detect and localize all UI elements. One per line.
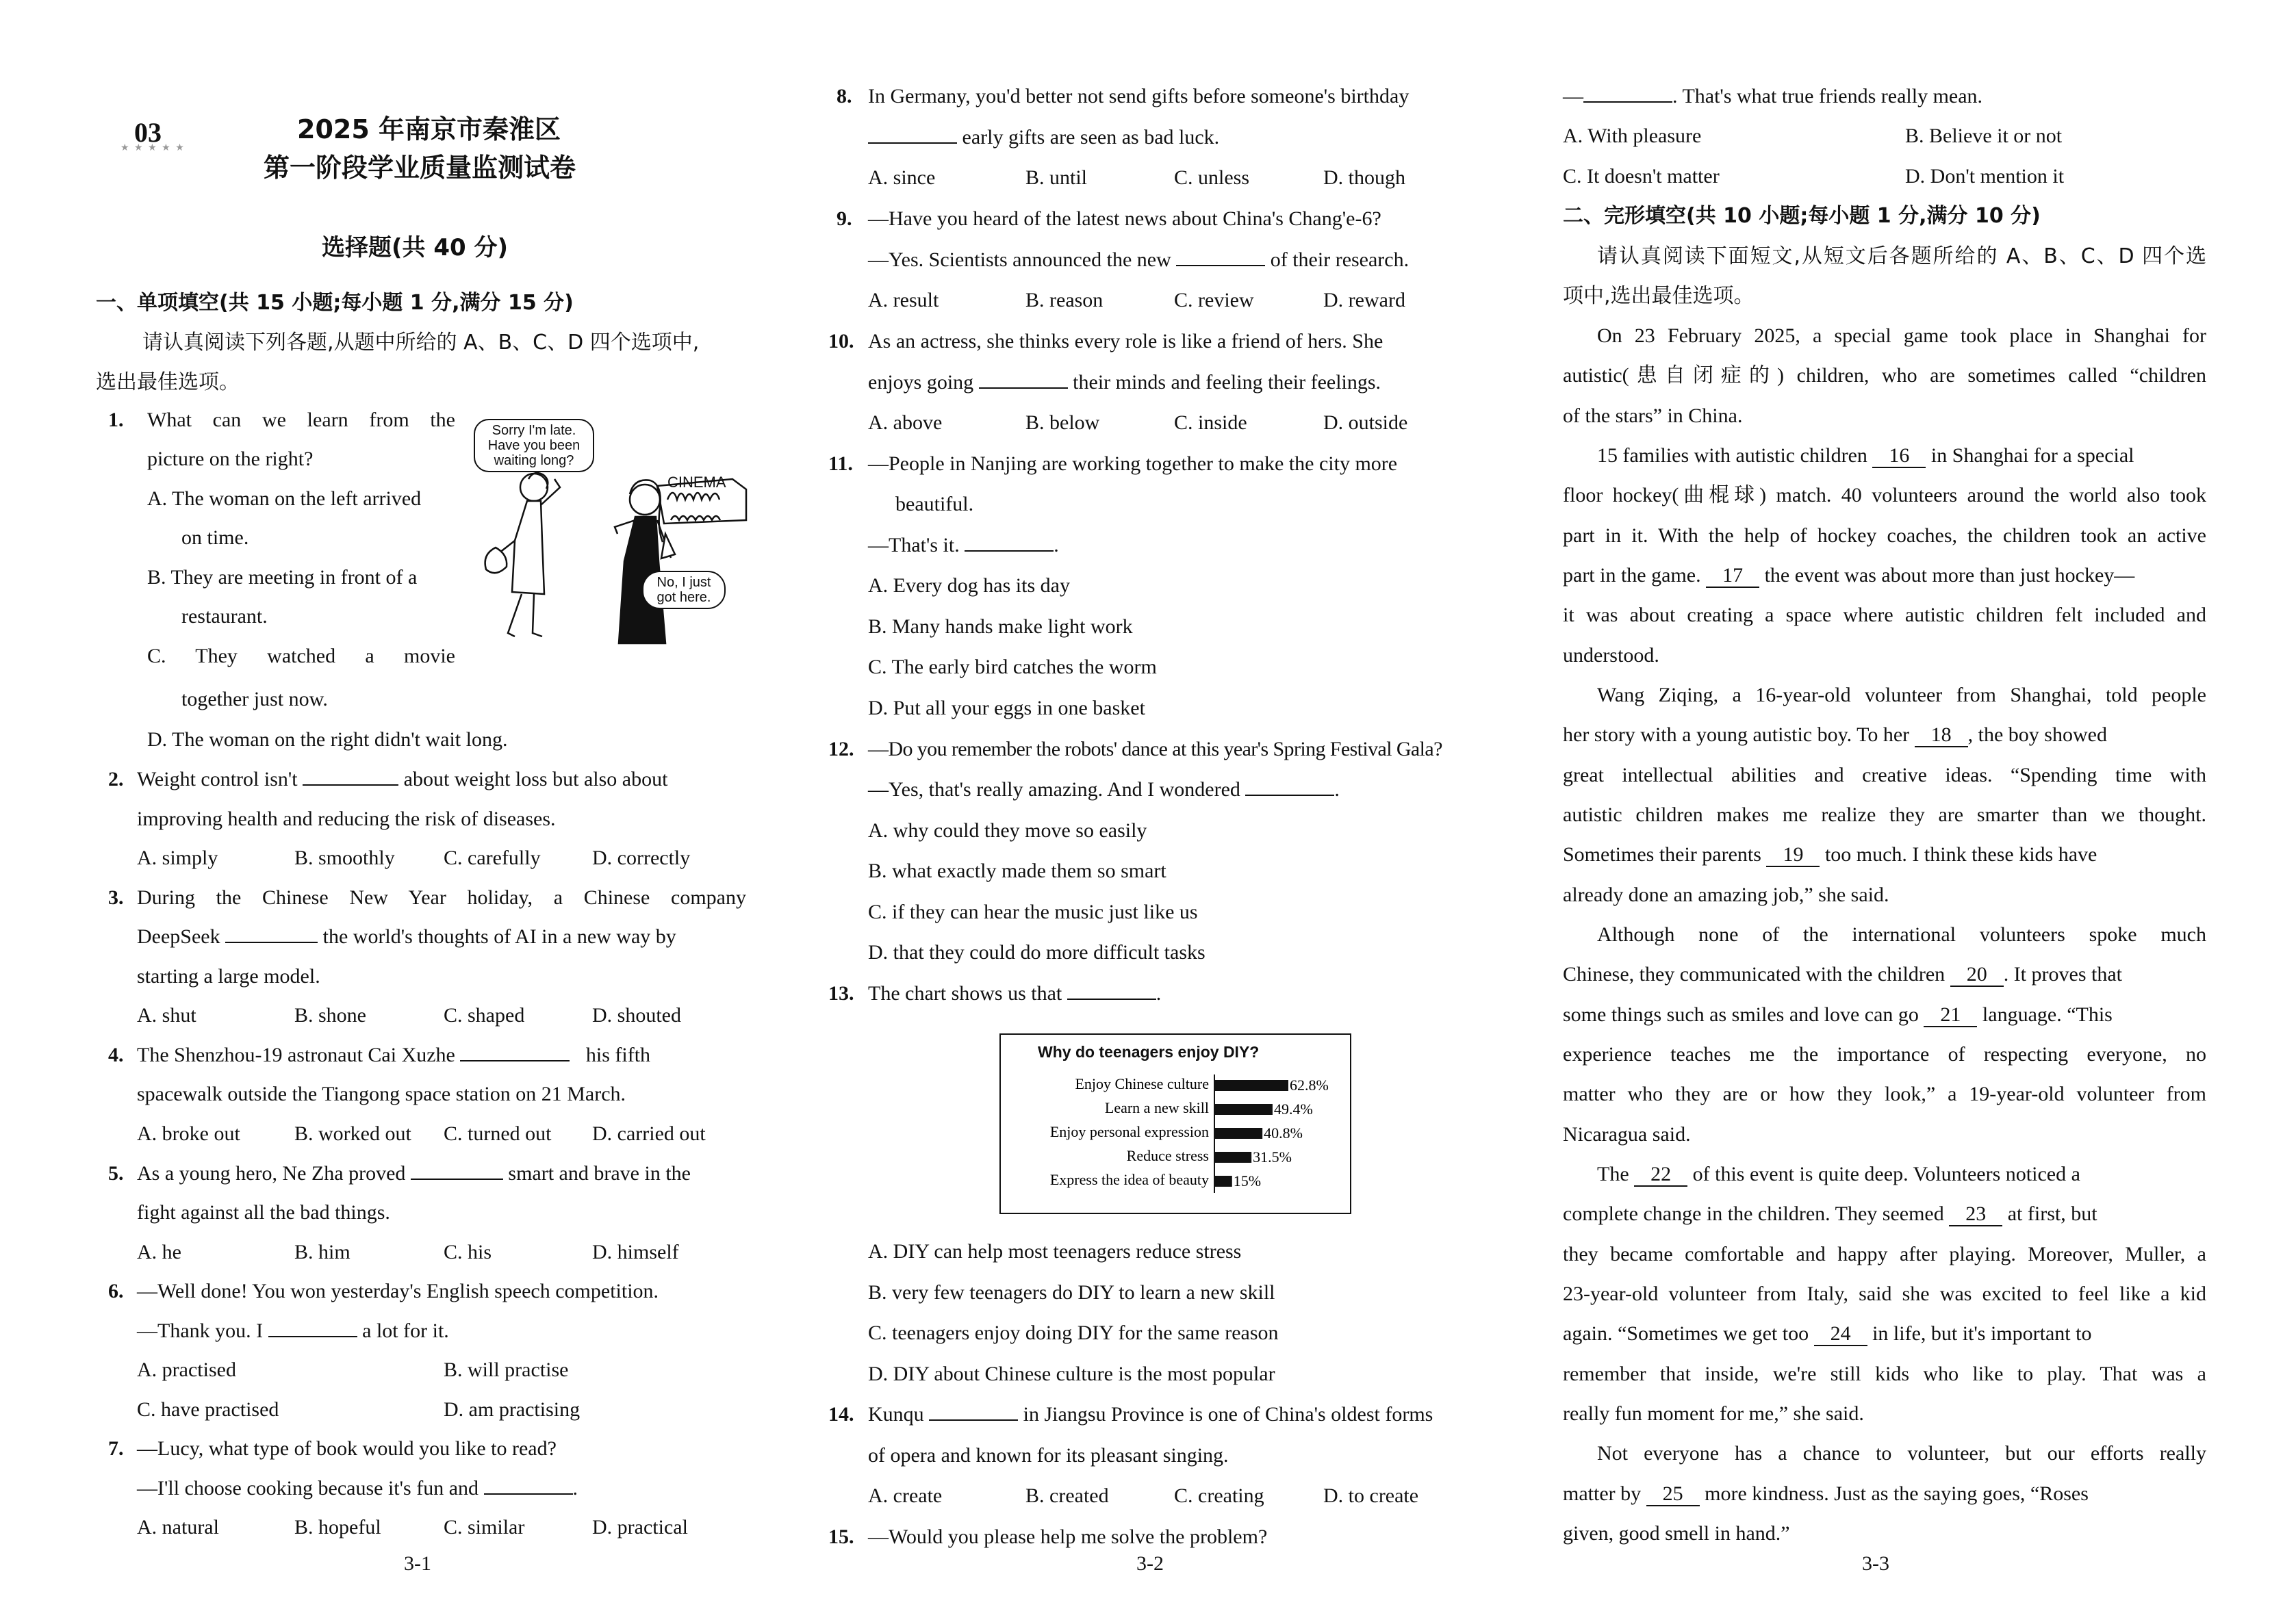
part1-instruction-2: 选出最佳选项。 [96, 370, 240, 394]
option-b[interactable]: B. until [1025, 166, 1088, 189]
blank-25[interactable]: 25 [1646, 1483, 1700, 1506]
option-b[interactable]: B. They are meeting in front of a [147, 566, 418, 589]
passage-line: really fun moment for me,” she said. [1563, 1402, 1864, 1425]
passage-text: more kindness. Just as the saying goes, “Roses [1705, 1482, 2089, 1505]
option-d[interactable]: D. DIY about Chinese culture is the most popular [868, 1363, 1275, 1385]
page-footer-1: 3-1 [404, 1552, 431, 1575]
option-c[interactable]: C. similar [444, 1516, 525, 1539]
option-d[interactable]: D. Put all your eggs in one basket [868, 697, 1145, 719]
blank-22[interactable]: 22 [1634, 1163, 1687, 1187]
option-b[interactable]: B. created [1025, 1484, 1109, 1507]
question-stem [868, 118, 1219, 157]
option-c[interactable]: C. The early bird catches the worm [868, 656, 1157, 678]
question-stem: —Would you please help me solve the problem? [868, 1526, 1268, 1548]
passage-line: given, good smell in hand.” [1563, 1522, 1790, 1545]
passage-line [1563, 955, 2122, 994]
blank-16[interactable]: 16 [1872, 445, 1926, 468]
option-b[interactable]: B. shone [294, 1004, 366, 1027]
passage-text: in Shanghai for a special [1930, 444, 2134, 467]
part1-heading: 一、单项填空(共 15 小题;每小题 1 分,满分 15 分) [96, 291, 574, 315]
chart-bar [1214, 1080, 1288, 1091]
option-a[interactable]: A. natural [137, 1516, 219, 1539]
question-stem: improving health and reducing the risk of diseases. [137, 808, 556, 830]
option-a[interactable]: A. Every dog has its day [868, 574, 1070, 597]
option-d[interactable]: D. carried out [592, 1122, 706, 1145]
passage-line: On 23 February 2025, a special game took place in Shanghai for [1597, 324, 2206, 347]
passage-line: of the stars” in China. [1563, 404, 1743, 427]
passage-line [1563, 715, 2107, 755]
page-title-line2: 第一阶段学业质量监测试卷 [264, 153, 576, 183]
passage-line: Nicaragua said. [1563, 1123, 1691, 1146]
answer-blank[interactable] [225, 924, 318, 943]
passage-line [1563, 995, 2113, 1035]
stem-text: about weight loss but also about [403, 768, 668, 790]
blank-20[interactable]: 20 [1950, 964, 2004, 987]
stem-text: their minds and feeling their feelings. [1073, 371, 1381, 394]
chart-bar [1214, 1152, 1251, 1163]
chart-category-label: Express the idea of beauty [1049, 1171, 1209, 1188]
stem-text: DeepSeek [137, 925, 220, 948]
stem-text: . [1334, 778, 1340, 801]
test-badge: 03 [134, 117, 162, 148]
option-c[interactable]: C. creating [1174, 1484, 1264, 1507]
option-b[interactable]: B. Believe it or not [1905, 125, 2063, 147]
blank-19[interactable]: 19 [1766, 844, 1820, 867]
stem-text: —That's it. [868, 534, 960, 556]
passage-line: great intellectual abilities and creative ideas. “Spending time with [1563, 764, 2206, 786]
stem-text: —Yes, that's really amazing. And I wondered [868, 778, 1240, 801]
stem-text: in Jiangsu Province is one of China's oldest forms [1023, 1403, 1433, 1426]
stem-text: a lot for it. [362, 1320, 449, 1342]
answer-blank[interactable] [268, 1318, 357, 1337]
passage-text: at first, but [2007, 1202, 2097, 1225]
passage-text: the event was about more than just hockey— [1764, 564, 2135, 587]
page-footer-3: 3-3 [1862, 1552, 1889, 1575]
question-number: 1. [108, 409, 124, 431]
question-stem: —Lucy, what type of book would you like to read? [137, 1437, 557, 1460]
stem-text: —Yes. Scientists announced the new [868, 248, 1171, 271]
stem-text: — [1563, 85, 1583, 107]
page-footer-2: 3-2 [1136, 1552, 1164, 1575]
stem-text: the world's thoughts of AI in a new way by [322, 925, 676, 948]
question-stem: beautiful. [895, 493, 974, 515]
answer-blank[interactable] [1245, 777, 1334, 796]
question-number: 12. [828, 738, 854, 760]
option-d[interactable]: D. shouted [592, 1004, 681, 1027]
chart-value-label: 62.8% [1290, 1077, 1329, 1094]
chart-bar [1214, 1176, 1232, 1187]
question-stem: As an actress, she thinks every role is like a friend of hers. She [868, 330, 1383, 352]
passage-text: 15 families with autistic children [1597, 444, 1867, 467]
stem-text: . That's what true friends really mean. [1672, 85, 1983, 107]
option-a[interactable]: A. The woman on the left arrived [147, 487, 422, 510]
option-a[interactable]: A. since [868, 166, 936, 189]
passage-line [1597, 1155, 2080, 1194]
question-stem [137, 1035, 650, 1075]
question-number: 15. [828, 1526, 854, 1548]
option-a[interactable]: A. create [868, 1484, 943, 1507]
part2-heading: 二、完形填空(共 10 小题;每小题 1 分,满分 10 分) [1563, 204, 2041, 228]
question-number: 13. [828, 982, 854, 1005]
blank-23[interactable]: 23 [1949, 1203, 2002, 1226]
question-stem [137, 1469, 578, 1508]
speech-bubble-left: Sorry I'm late. Have you been waiting long? [474, 419, 594, 472]
question-stem [868, 526, 1059, 565]
option-c[interactable]: C. carefully [444, 847, 541, 869]
part2-instruction-2: 项中,选出最佳选项。 [1563, 284, 1755, 308]
passage-text: too much. I think these kids have [1824, 843, 2097, 866]
option-c[interactable]: C. turned out [444, 1122, 552, 1145]
option-c[interactable]: C. shaped [444, 1004, 525, 1027]
option-d[interactable]: D. though [1323, 166, 1405, 189]
passage-line: it was about creating a space where autistic children felt included and [1563, 604, 2206, 626]
option-d[interactable]: D. outside [1323, 411, 1408, 434]
chart-category-label: Learn a new skill [1104, 1099, 1209, 1116]
passage-line: Wang Ziqing, a 16-year-old volunteer from Shanghai, told people [1597, 684, 2206, 706]
question-number: 5. [108, 1162, 124, 1185]
question-number: 11. [828, 452, 853, 475]
stem-text: early gifts are seen as bad luck. [962, 126, 1220, 149]
stem-text: . [1054, 534, 1059, 556]
chart-plot-area [1001, 1035, 1347, 1210]
question-stem: —Have you heard of the latest news about China's Chang'e-6? [868, 207, 1381, 230]
option-b[interactable]: B. below [1025, 411, 1100, 434]
answer-blank[interactable] [484, 1476, 573, 1495]
blank-17[interactable]: 17 [1706, 565, 1759, 588]
question-stem: During the Chinese New Year holiday, a Chinese company [137, 886, 746, 909]
answer-blank[interactable] [868, 125, 957, 144]
option-d[interactable]: D. correctly [592, 847, 691, 869]
option-b[interactable]: B. reason [1025, 289, 1104, 311]
question-stem [1563, 77, 1982, 116]
stem-text: enjoys going [868, 371, 974, 394]
question-number: 9. [837, 207, 852, 230]
option-d[interactable]: D. Don't mention it [1905, 165, 2065, 188]
option-a[interactable]: A. practised [137, 1359, 236, 1381]
passage-text: her story with a young autistic boy. To her [1563, 723, 1910, 746]
question-stem [868, 770, 1340, 810]
answer-blank[interactable] [1067, 981, 1156, 1000]
passage-line: floor hockey(曲棍球) match. 40 volunteers around the world also took [1563, 484, 2206, 506]
stem-text: . [572, 1477, 578, 1499]
passage-line: matter who they are or how they look,” a 19-year-old volunteer from [1563, 1083, 2206, 1105]
passage-text: Sometimes their parents [1563, 843, 1761, 866]
option-c[interactable]: C. have practised [137, 1398, 279, 1421]
question-stem [137, 917, 676, 957]
option-a[interactable]: A. result [868, 289, 939, 311]
question-stem [868, 240, 1409, 280]
passage-text: some things such as smiles and love can go [1563, 1003, 1919, 1026]
chart-value-label: 40.8% [1264, 1124, 1303, 1142]
passage-text: complete change in the children. They seemed [1563, 1202, 1944, 1225]
stem-text: Kunqu [868, 1403, 924, 1426]
passage-line: autistic(患自闭症的) children, who are sometimes called “children [1563, 364, 2206, 387]
passage-line [1597, 436, 2134, 476]
question-stem [868, 974, 1161, 1014]
passage-line [1563, 1474, 2089, 1514]
option-a[interactable]: A. shut [137, 1004, 196, 1027]
option-a[interactable]: A. above [868, 411, 943, 434]
option-c[interactable]: C. It doesn't matter [1563, 165, 1720, 188]
stem-text: of their research. [1270, 248, 1410, 271]
blank-21[interactable]: 21 [1924, 1004, 1977, 1027]
question-stem [137, 760, 667, 799]
passage-line [1563, 1194, 2097, 1234]
option-c-cont: together just now. [181, 688, 328, 710]
option-a[interactable]: A. With pleasure [1563, 125, 1702, 147]
passage-line: they became comfortable and happy after playing. Moreover, Muller, a [1563, 1243, 2206, 1265]
option-b[interactable]: B. hopeful [294, 1516, 381, 1539]
question-stem: starting a large model. [137, 965, 320, 988]
passage-text: The [1597, 1163, 1629, 1185]
option-a[interactable]: A. DIY can help most teenagers reduce stress [868, 1240, 1242, 1263]
option-c[interactable]: C. teenagers enjoy doing DIY for the same reason [868, 1322, 1279, 1344]
question-number: 3. [108, 886, 124, 909]
option-b-cont: restaurant. [181, 605, 268, 628]
passage-line [1563, 1314, 2091, 1354]
stem-text: The chart shows us that [868, 982, 1062, 1005]
passage-line: 23-year-old volunteer from Italy, said she was excited to feel like a kid [1563, 1283, 2206, 1305]
answer-blank[interactable] [1583, 83, 1672, 103]
stem-text: The Shenzhou-19 astronaut Cai Xuzhe [137, 1044, 455, 1066]
option-b[interactable]: B. what exactly made them so smart [868, 860, 1166, 882]
chart-value-label: 31.5% [1253, 1148, 1292, 1166]
passage-text: of this event is quite deep. Volunteers noticed a [1692, 1163, 2080, 1185]
passage-line: Although none of the international volunteers spoke much [1597, 923, 2206, 946]
chart-bar [1214, 1104, 1273, 1115]
answer-blank[interactable] [979, 370, 1068, 389]
question-stem: —Well done! You won yesterday's English speech competition. [137, 1280, 659, 1302]
answer-blank[interactable] [303, 767, 398, 786]
question-number: 7. [108, 1437, 124, 1460]
option-c[interactable]: C. inside [1174, 411, 1247, 434]
passage-text: Chinese, they communicated with the children [1563, 963, 1946, 986]
passage-text: . It proves that [2003, 963, 2122, 986]
option-c[interactable]: C. his [444, 1241, 492, 1263]
option-c[interactable]: C. They watched a movie [147, 645, 455, 667]
part1-instruction: 请认真阅读下列各题,从题中所给的 A、B、C、D 四个选项中, [142, 331, 700, 355]
option-c[interactable]: C. if they can hear the music just like us [868, 901, 1198, 923]
question-stem [868, 363, 1381, 402]
question-stem: What can we learn from the [147, 409, 455, 431]
question-stem [137, 1154, 691, 1194]
question-number: 14. [828, 1403, 854, 1426]
option-b[interactable]: B. Many hands make light work [868, 615, 1133, 638]
chart-bar [1214, 1128, 1262, 1139]
stem-text: —Thank you. I [137, 1320, 264, 1342]
chart-value-label: 15% [1233, 1172, 1262, 1189]
passage-text: part in the game. [1563, 564, 1701, 587]
cartoon-illustration [465, 411, 753, 647]
badge-stars-decoration: ★ ★ ★ ★ ★ [120, 143, 186, 153]
stem-text: As a young hero, Ne Zha proved [137, 1162, 406, 1185]
option-d[interactable]: D. The woman on the right didn't wait long. [147, 728, 508, 751]
chart-value-label: 49.4% [1273, 1100, 1313, 1118]
option-a-cont: on time. [181, 526, 249, 549]
question-number: 2. [108, 768, 124, 790]
passage-line: understood. [1563, 644, 1659, 667]
question-number: 6. [108, 1280, 124, 1302]
option-a[interactable]: A. broke out [137, 1122, 240, 1145]
option-d[interactable]: D. that they could do more difficult tasks [868, 941, 1206, 964]
passage-text: , the boy showed [1967, 723, 2107, 746]
blank-24[interactable]: 24 [1814, 1323, 1867, 1346]
cinema-sign: CINEMA [667, 474, 726, 491]
question-stem: In Germany, you'd better not send gifts before someone's birthday [868, 85, 1410, 107]
answer-blank[interactable] [1176, 247, 1265, 266]
question-stem: spacewalk outside the Tiangong space station on 21 March. [137, 1083, 626, 1105]
chart-category-label: Reduce stress [1126, 1147, 1209, 1164]
passage-text: in life, but it's important to [1872, 1322, 2092, 1345]
passage-text: matter by [1563, 1482, 1642, 1505]
question-number: 4. [108, 1044, 124, 1066]
option-b[interactable]: B. worked out [294, 1122, 411, 1145]
question-stem: of opera and known for its pleasant singing. [868, 1444, 1229, 1467]
option-d[interactable]: D. reward [1323, 289, 1405, 311]
answer-blank[interactable] [460, 1042, 570, 1061]
passage-line: Not everyone has a chance to volunteer, but our efforts really [1597, 1442, 2206, 1465]
chart-category-label: Enjoy personal expression [1049, 1123, 1209, 1140]
chart-category-label: Enjoy Chinese culture [1075, 1075, 1209, 1092]
option-a[interactable]: A. why could they move so easily [868, 819, 1147, 842]
passage-line: experience teaches me the importance of respecting everyone, no [1563, 1043, 2206, 1066]
passage-line: autistic children makes me realize they are smarter than we thought. [1563, 803, 2206, 826]
answer-blank[interactable] [965, 532, 1054, 552]
passage-line: part in it. With the help of hockey coaches, the children took an active [1563, 524, 2206, 547]
question-stem: —People in Nanjing are working together to make the city more [868, 452, 1398, 475]
diy-bar-chart [999, 1033, 1351, 1214]
passage-line [1563, 556, 2134, 595]
page-title-line1: 2025 年南京市秦淮区 [297, 114, 561, 144]
option-d[interactable]: D. himself [592, 1241, 679, 1263]
option-b[interactable]: B. him [294, 1241, 350, 1263]
option-d[interactable]: D. to create [1323, 1484, 1419, 1507]
blank-18[interactable]: 18 [1915, 724, 1968, 747]
passage-text: language. “This [1982, 1003, 2113, 1026]
answer-blank[interactable] [411, 1161, 503, 1180]
question-stem [868, 1395, 1433, 1434]
question-number: 8. [837, 85, 852, 107]
passage-line [1563, 835, 2097, 875]
chart-title: Why do teenagers enjoy DIY? [1038, 1043, 1260, 1061]
option-b[interactable]: B. will practise [444, 1359, 569, 1381]
stem-text: . [1156, 982, 1162, 1005]
stem-text: Weight control isn't [137, 768, 298, 790]
option-b[interactable]: B. very few teenagers do DIY to learn a new skill [868, 1281, 1275, 1304]
answer-blank[interactable] [929, 1402, 1018, 1421]
stem-text: his fifth [585, 1044, 651, 1066]
passage-text: again. “Sometimes we get too [1563, 1322, 1809, 1345]
section-title: 选择题(共 40 分) [322, 234, 509, 261]
option-c[interactable]: C. unless [1174, 166, 1250, 189]
part2-instruction: 请认真阅读下面短文,从短文后各题所给的 A、B、C、D 四个选 [1597, 244, 2206, 268]
question-stem [137, 1311, 449, 1351]
option-a[interactable]: A. simply [137, 847, 218, 869]
option-d[interactable]: D. am practising [444, 1398, 581, 1421]
question-stem: picture on the right? [147, 448, 314, 470]
passage-line: already done an amazing job,” she said. [1563, 884, 1889, 906]
option-a[interactable]: A. he [137, 1241, 181, 1263]
question-number: 10. [828, 330, 854, 352]
speech-bubble-right: No, I just got here. [642, 571, 726, 609]
option-d[interactable]: D. practical [592, 1516, 688, 1539]
stem-text: smart and brave in the [508, 1162, 691, 1185]
question-stem: fight against all the bad things. [137, 1201, 390, 1224]
option-b[interactable]: B. smoothly [294, 847, 395, 869]
stem-text: —I'll choose cooking because it's fun and [137, 1477, 479, 1499]
question-stem: —Do you remember the robots' dance at this year's Spring Festival Gala? [868, 738, 1442, 760]
passage-line: remember that inside, we're still kids who like to play. That was a [1563, 1363, 2206, 1385]
option-c[interactable]: C. review [1174, 289, 1254, 311]
